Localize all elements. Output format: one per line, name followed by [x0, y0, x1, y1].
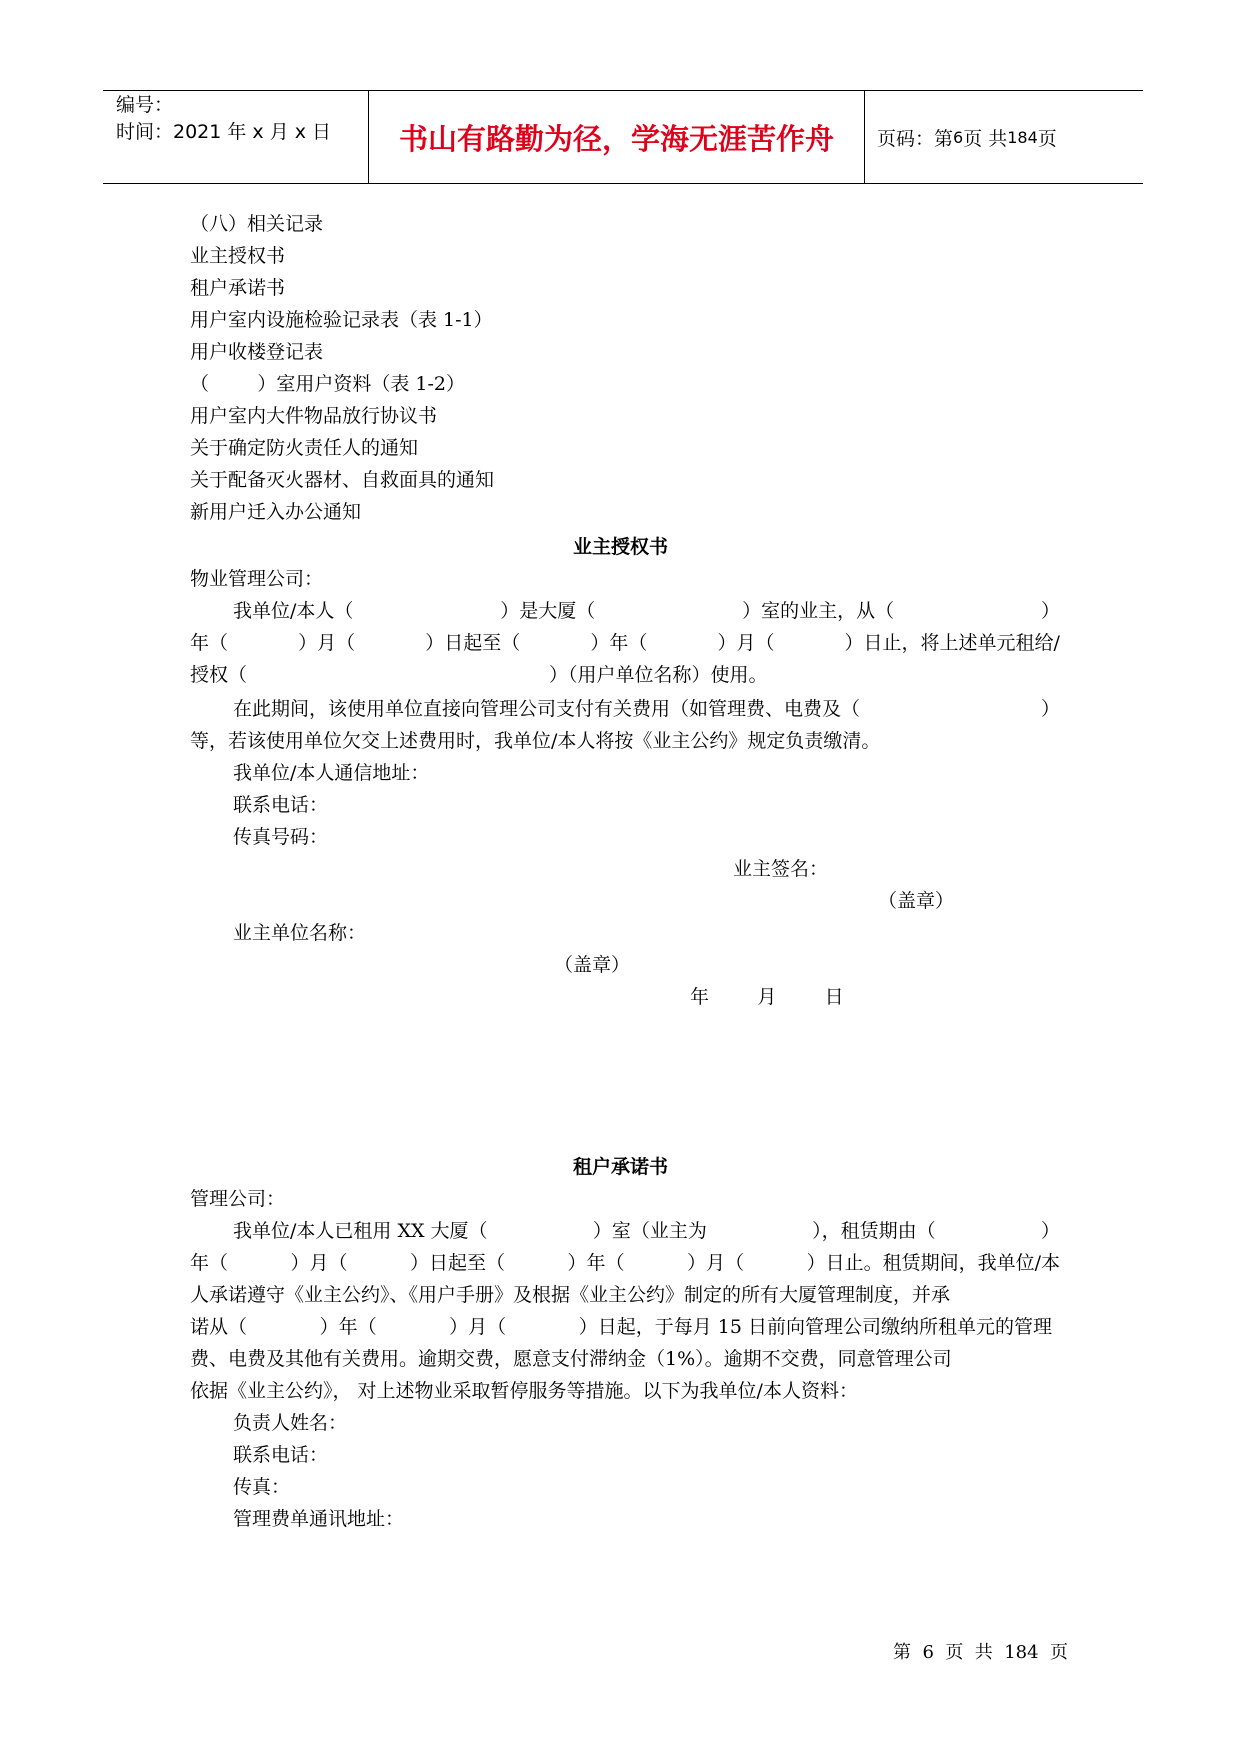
- page-suffix: 页: [1037, 127, 1057, 150]
- owner-auth-p2-line1: [233, 697, 1060, 721]
- record-item: 用户收楼登记表: [190, 341, 324, 363]
- page-current: 6: [953, 127, 964, 147]
- text-segment: ）日起至（: [410, 1252, 506, 1274]
- header-page-number: [865, 91, 1143, 183]
- owner-auth-fax: 传真号码：: [233, 826, 329, 848]
- text-segment: ），租赁期由（: [812, 1220, 936, 1242]
- text-segment: ）日止，将上述单元租给/: [844, 632, 1060, 654]
- text-segment: 年（: [190, 1252, 229, 1274]
- owner-auth-unit-name: 业主单位名称：: [233, 922, 367, 944]
- owner-auth-phone: 联系电话：: [233, 794, 329, 816]
- owner-auth-signature: 业主签名：: [733, 858, 829, 880]
- page-total: 184: [1007, 127, 1038, 147]
- tenant-fax: 传真：: [233, 1476, 291, 1498]
- text-segment: 我单位/本人已租用 XX 大厦（: [233, 1220, 488, 1242]
- text-segment: ）年（: [590, 632, 648, 654]
- tenant-pledge-line3: 人承诺遵守《业主公约》、《用户手册》及根据《业主公约》制定的所有大厦管理制度，并承: [190, 1284, 951, 1306]
- text-segment: ）年（: [567, 1252, 625, 1274]
- record-item: 关于配备灭火器材、自救面具的通知: [190, 469, 495, 491]
- text-segment: ）日止。租赁期间，我单位/本: [806, 1252, 1060, 1274]
- owner-auth-date: 年 月 日: [690, 986, 844, 1008]
- tenant-pledge-line5: 费、电费及其他有关费用。逾期交费，愿意支付滞纳金（1%）。逾期不交费，同意管理公司: [190, 1348, 952, 1370]
- text-segment: ）月（: [717, 632, 775, 654]
- text-segment: 年（: [190, 632, 229, 654]
- text-segment: ）是大厦（: [500, 600, 596, 622]
- record-item: 租户承诺书: [190, 277, 286, 299]
- text-segment: 我单位/本人（: [233, 600, 354, 622]
- owner-auth-p1-line1: [233, 599, 1060, 623]
- text-segment: ）月（: [290, 1252, 348, 1274]
- record-item: 用户室内设施检验记录表（表 1-1）: [190, 309, 493, 331]
- header-meta: [103, 91, 368, 183]
- owner-auth-address: 我单位/本人通信地址：: [233, 762, 430, 784]
- page-header: [103, 90, 1143, 184]
- text-segment: ）月（: [687, 1252, 745, 1274]
- text-segment: ）年（: [319, 1316, 377, 1338]
- text-segment: ）月（: [449, 1316, 507, 1338]
- text-segment: ）日起至（: [425, 632, 521, 654]
- text-segment: ）: [1040, 1220, 1060, 1242]
- text-segment: ）: [1040, 698, 1060, 720]
- text-segment: ）室（业主为: [592, 1220, 707, 1242]
- owner-auth-title: 业主授权书: [572, 536, 668, 558]
- header-time-label: 时间：2021 年 x 月 x 日: [116, 121, 332, 143]
- record-item: 用户室内大件物品放行协议书: [190, 405, 438, 427]
- tenant-bill-address: 管理费单通讯地址：: [233, 1508, 405, 1530]
- page-prefix: 页码：第: [877, 127, 954, 150]
- header-motto: 书山有路勤为径，学海无涯苦作舟: [368, 91, 865, 183]
- text-segment: 在此期间，该使用单位直接向管理公司支付有关费用（如管理费、电费及（: [233, 698, 861, 720]
- tenant-pledge-line2: [190, 1251, 1060, 1275]
- owner-auth-p1-line3: 授权（ ）（用户单位名称）使用。: [190, 664, 768, 686]
- record-item: 业主授权书: [190, 245, 286, 267]
- record-item: （ ）室用户资料（表 1-2）: [190, 373, 465, 395]
- owner-auth-p1-line2: [190, 631, 1060, 655]
- records-heading: （八）相关记录: [190, 213, 324, 235]
- owner-auth-p2-line2: 等，若该使用单位欠交上述费用时，我单位/本人将按《业主公约》规定负责缴清。: [190, 730, 881, 752]
- owner-auth-seal: （盖章）: [878, 890, 955, 912]
- record-item: 关于确定防火责任人的通知: [190, 437, 419, 459]
- header-number-label: 编号：: [116, 94, 174, 116]
- text-segment: 诺从（: [190, 1316, 248, 1338]
- text-segment: ）日起，于每月 15 日前向管理公司缴纳所租单元的管理: [578, 1316, 1052, 1338]
- tenant-pledge-line6: 依据《业主公约》， 对上述物业采取暂停服务等措施。以下为我单位/本人资料：: [190, 1380, 858, 1402]
- text-segment: ）室的业主，从（: [742, 600, 895, 622]
- tenant-pledge-line4: [190, 1315, 1052, 1339]
- tenant-pledge-title: 租户承诺书: [572, 1156, 668, 1178]
- page-mid: 页 共: [963, 127, 1008, 150]
- text-segment: ）月（: [298, 632, 356, 654]
- record-item: 新用户迁入办公通知: [190, 501, 362, 523]
- tenant-pledge-line1: [233, 1219, 1060, 1243]
- tenant-contact-name: 负责人姓名：: [233, 1412, 348, 1434]
- owner-auth-unit-seal: （盖章）: [554, 954, 631, 976]
- tenant-pledge-salutation: 管理公司：: [190, 1188, 286, 1210]
- text-segment: ）: [1040, 600, 1060, 622]
- tenant-phone: 联系电话：: [233, 1444, 329, 1466]
- page-footer: 第 6 页 共 184 页: [893, 1642, 1069, 1663]
- owner-auth-salutation: 物业管理公司：: [190, 568, 324, 590]
